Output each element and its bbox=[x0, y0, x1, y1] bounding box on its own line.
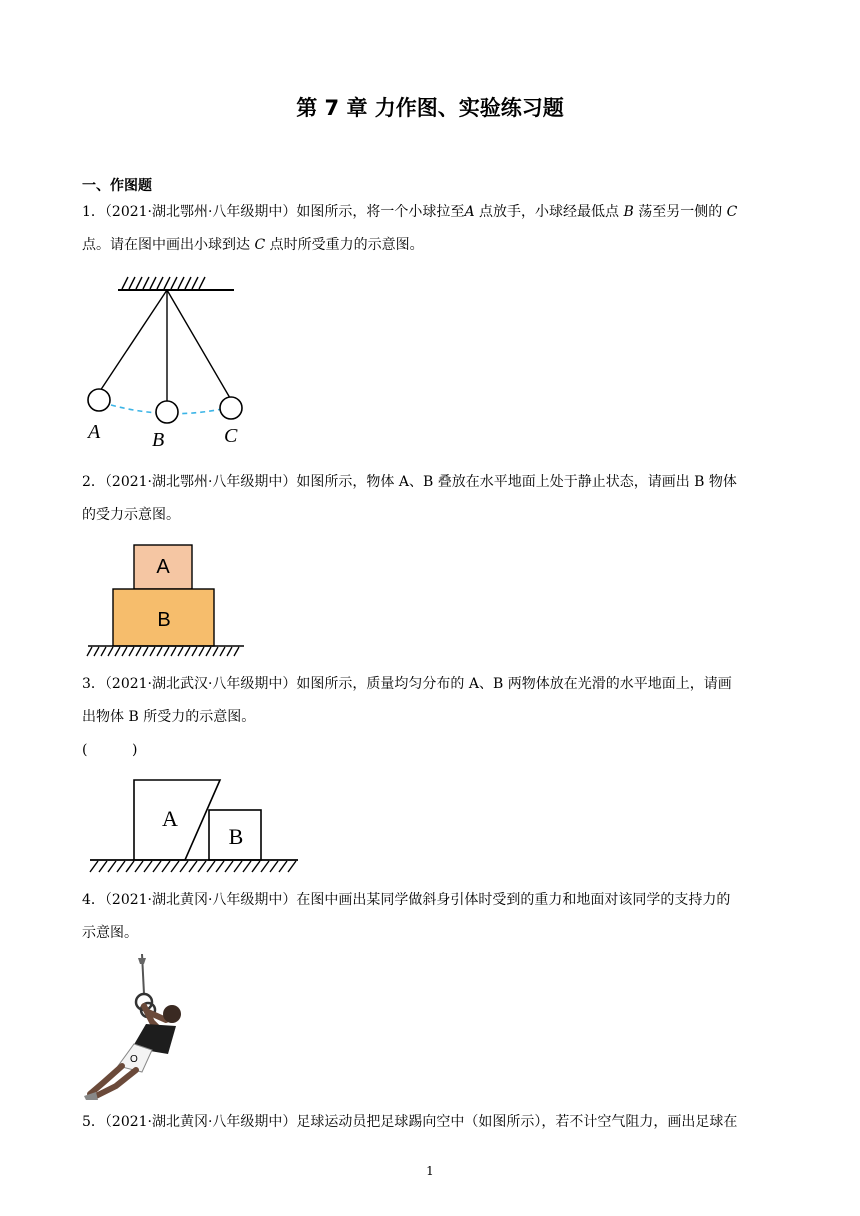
question-4-line-2: 示意图。 bbox=[82, 925, 138, 941]
question-2 bbox=[82, 466, 782, 532]
answer-blank: ( ) bbox=[82, 742, 138, 758]
question-3-line-2: 出物体 B 所受力的示意图。 bbox=[82, 709, 256, 725]
block-a-label: A bbox=[162, 806, 178, 831]
question-1-line-1: 1．（2021·湖北鄂州·八年级期中）如图所示，将一个小球拉至A 点放手，小球经最低点 B 荡至另一侧的 C bbox=[82, 204, 738, 220]
label-a: A bbox=[88, 421, 101, 443]
question-1 bbox=[82, 196, 782, 262]
question-5 bbox=[82, 1106, 782, 1139]
center-of-gravity-label: O bbox=[130, 1054, 138, 1065]
question-2-line-2: 的受力示意图。 bbox=[82, 507, 180, 523]
block-b-label: B bbox=[228, 824, 244, 849]
ball-a bbox=[88, 389, 110, 411]
label-c: C bbox=[224, 425, 238, 447]
block-a-label: A bbox=[156, 556, 170, 578]
section-heading: 一、作图题 bbox=[82, 178, 152, 194]
stacked-blocks-figure bbox=[84, 540, 254, 660]
page-title: 第 7 章 力作图、实验练习题 bbox=[296, 96, 564, 120]
question-4 bbox=[82, 884, 782, 950]
label-b: B bbox=[152, 429, 165, 451]
wedge-blocks-figure bbox=[84, 772, 304, 878]
question-1-line-2: 点。请在图中画出小球到达 C 点时所受重力的示意图。 bbox=[82, 237, 424, 253]
question-3 bbox=[82, 668, 782, 767]
question-4-line-1: 4．（2021·湖北黄冈·八年级期中）在图中画出某同学做斜身引体时受到的重力和地面对该同学的支持力的 bbox=[82, 892, 731, 908]
pendulum-figure bbox=[82, 272, 262, 452]
page-number: 1 bbox=[426, 1164, 434, 1178]
question-2-line-1: 2．（2021·湖北鄂州·八年级期中）如图所示，物体 A、B 叠放在水平地面上处于静止状态，请画出 B 物体 bbox=[82, 474, 737, 490]
inclined-pullup-figure bbox=[80, 950, 200, 1102]
ball-c bbox=[220, 397, 242, 419]
question-3-line-1: 3．（2021·湖北武汉·八年级期中）如图所示，质量均匀分布的 A、B 两物体放在光滑的水平地面上，请画 bbox=[82, 676, 732, 692]
ball-b bbox=[156, 401, 178, 423]
question-5-line-1: 5．（2021·湖北黄冈·八年级期中）足球运动员把足球踢向空中（如图所示），若不计空气阻力，画出足球在 bbox=[82, 1114, 738, 1130]
block-b-label: B bbox=[157, 609, 171, 631]
